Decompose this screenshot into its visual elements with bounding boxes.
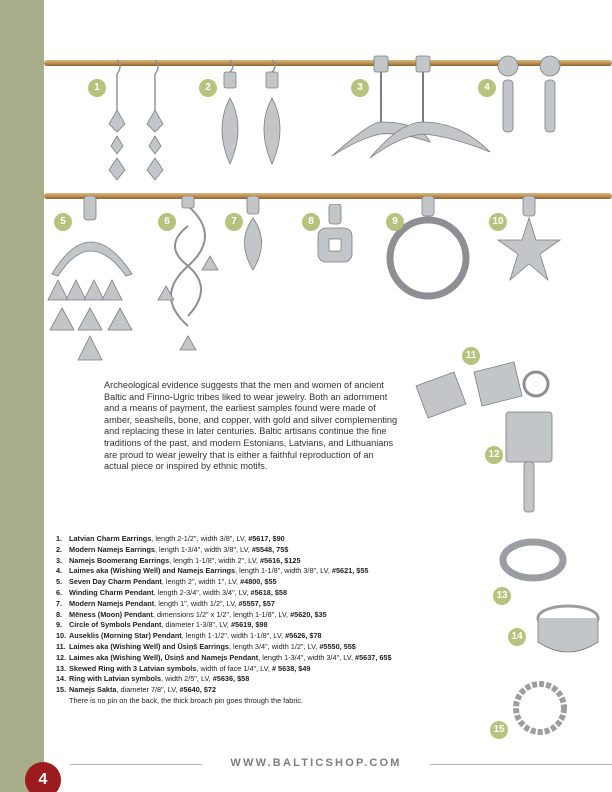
spec-sku-price: #5617, $90 xyxy=(248,534,285,543)
spec-item-8 xyxy=(56,610,506,621)
footer-rule-left xyxy=(70,764,202,765)
spec-details: , length 1-3/4", width 3/8", LV, xyxy=(154,544,252,554)
laimes-aka-namejs-earrings-image xyxy=(494,52,574,142)
spec-details: , length 1-3/4", width 3/4", LV, xyxy=(258,652,356,662)
footer-rule-right xyxy=(430,764,612,765)
spec-details: , dimensions 1/2" x 1/2", length 1-1/8", LV, xyxy=(152,609,291,619)
spec-details: , length 3/4", width 1/2", LV, xyxy=(228,641,320,651)
skewed-ring-image xyxy=(498,536,568,584)
spec-sku-price: #5619, $98 xyxy=(230,620,268,630)
spec-name: Ring with Latvian symbols xyxy=(69,674,162,684)
item-badge-8: 8 xyxy=(302,213,320,231)
spec-sku-price: #5548, 75$ xyxy=(251,544,289,554)
spec-name: Winding Charm Pendant xyxy=(69,587,154,597)
item-badge-6: 6 xyxy=(158,213,176,231)
spec-item-13 xyxy=(56,664,506,675)
spec-item-7 xyxy=(56,599,506,610)
spec-name: Modern Namejs Earrings xyxy=(69,544,155,554)
spec-item-11 xyxy=(56,642,506,653)
intro-paragraph: Archeological evidence suggests that the men and women of ancient Baltic and Finno-Ugric tribes liked to wear jewelry. Both an adornment and a means of payment, the earliest samples found were made of amber, seashells, bone, and copper, with gold and silver complementing and replacing these in later centuries. Baltic artisans continue the fine traditions of the past, and modern Estonians, Latvians, and Lithuanians are proud to wear jewelry that is either a faithful reproduction of an actual piece or inspired by ethnic motifs. xyxy=(104,380,398,472)
item-badge-2: 2 xyxy=(199,79,217,97)
spec-details: , length 1", width 1/2", LV, xyxy=(154,598,239,608)
spec-details: , length 2-3/4", width 3/4", LV, xyxy=(153,587,251,597)
spec-sku-price: #5621, $55 xyxy=(331,566,369,576)
spec-sku-price: #5637, 65$ xyxy=(355,652,392,662)
spec-sku-price: #5640, $72 xyxy=(179,685,217,695)
spec-name: Laimes aka (Wishing Well) and Ūsiņš Earrings xyxy=(69,641,229,651)
ring-with-latvian-symbols-image xyxy=(528,598,608,664)
spec-num: 15. xyxy=(56,685,67,695)
spec-details: , diameter 1-3/8", LV, xyxy=(161,620,231,630)
spec-sku-price: #5618, $58 xyxy=(250,587,288,597)
spec-details: , length 1-1/2", width 1-1/8", LV, xyxy=(181,631,286,641)
spec-name: Laimes aka (Wishing Well), Ūsiņš and Namejs Pendant xyxy=(69,652,259,662)
spec-sku-price: # 5638, $49 xyxy=(271,663,311,673)
item-badge-3: 3 xyxy=(351,79,369,97)
spec-item-12 xyxy=(56,653,506,664)
item-spec-list xyxy=(56,534,506,707)
page-number: 4 xyxy=(25,762,61,792)
spec-name: Skewed Ring with 3 Latvian symbols xyxy=(69,663,197,673)
item-badge-10: 10 xyxy=(489,213,507,231)
spec-item-10 xyxy=(56,631,506,642)
modern-namejs-earrings-image xyxy=(216,58,294,178)
spec-item-15 xyxy=(56,685,506,696)
usins-earrings-and-pendant-image xyxy=(410,356,560,516)
spec-num: 6. xyxy=(56,587,63,597)
auseklis-morning-star-pendant-image xyxy=(492,196,566,296)
spec-item-6 xyxy=(56,588,506,599)
spec-sku-price: #5620, $35 xyxy=(290,609,327,619)
spec-num: 13. xyxy=(56,663,67,673)
spec-sku-price: #5557, $57 xyxy=(238,598,275,608)
spec-name: Namejs Boomerang Earrings xyxy=(69,555,170,565)
item-badge-11: 11 xyxy=(462,347,480,365)
spec-item-3 xyxy=(56,556,506,567)
spec-item-2 xyxy=(56,545,506,556)
spec-item-14 xyxy=(56,674,506,685)
spec-sku-price: #5636, $58 xyxy=(212,674,250,684)
spec-details: , width 2/5", LV, xyxy=(161,674,213,684)
spec-item-9 xyxy=(56,620,506,631)
item-badge-7: 7 xyxy=(225,213,243,231)
spec-num: 3. xyxy=(56,555,63,565)
spec-num: 5. xyxy=(56,577,63,587)
item-badge-13: 13 xyxy=(493,587,511,605)
spec-name: Mēness (Moon) Pendant xyxy=(69,609,153,619)
spec-item-15-note: There is no pin on the back, the thick broach pin goes through the fabric. xyxy=(69,695,304,705)
spec-num: 8. xyxy=(56,609,63,619)
spec-item-4 xyxy=(56,566,506,577)
spec-sku-price: #5550, 55$ xyxy=(319,641,356,651)
item-badge-12: 12 xyxy=(485,446,503,464)
spec-name: Modern Namejs Pendant xyxy=(69,598,155,608)
spec-details: , width of face 1/4", LV, xyxy=(196,663,272,673)
item-badge-15: 15 xyxy=(490,721,508,739)
footer-website-url[interactable]: WWW.BALTICSHOP.COM xyxy=(230,757,402,769)
item-badge-4: 4 xyxy=(478,79,496,97)
spec-details: , length 1-1/8", width 2", LV, xyxy=(169,555,260,565)
spec-num: 7. xyxy=(56,598,63,608)
spec-num: 2. xyxy=(56,544,63,554)
spec-name: Seven Day Charm Pendant xyxy=(69,577,162,587)
meness-moon-pendant-image xyxy=(312,204,358,274)
namejs-sakta-image xyxy=(508,676,572,740)
spec-num: 9. xyxy=(56,620,63,630)
spec-num: 4. xyxy=(56,566,63,576)
spec-num: 10. xyxy=(56,631,67,641)
spec-name: Circle of Symbols Pendant xyxy=(69,620,162,630)
spec-name: Namejs Sakta xyxy=(69,685,117,695)
spec-item-5 xyxy=(56,577,506,588)
spec-sku-price: #5626, $78 xyxy=(285,631,322,641)
spec-num: 12. xyxy=(56,652,67,662)
item-badge-5: 5 xyxy=(54,213,72,231)
spec-name: Auseklis (Morning Star) Pendant xyxy=(69,631,182,641)
spec-name: Laimes aka (Wishing Well) and Namejs Earrings xyxy=(69,566,236,576)
spec-details: , diameter 7/8", LV, xyxy=(116,685,180,695)
item-badge-9: 9 xyxy=(386,213,404,231)
spec-num: 1. xyxy=(56,534,63,543)
spec-details: , length 1-1/8", width 3/8", LV, xyxy=(235,566,332,576)
item-badge-14: 14 xyxy=(508,628,526,646)
left-color-band xyxy=(0,0,44,792)
namejs-boomerang-earrings-image xyxy=(330,52,494,162)
latvian-charm-earrings-image xyxy=(95,58,175,208)
modern-namejs-pendant-image xyxy=(238,196,268,276)
spec-item-1 xyxy=(56,534,506,545)
spec-name: Latvian Charm Earrings xyxy=(69,534,152,543)
item-badge-1: 1 xyxy=(88,79,106,97)
spec-details: , length 2", width 1", LV, xyxy=(161,577,241,587)
spec-num: 14. xyxy=(56,674,67,684)
spec-details: , length 2-1/2", width 3/8", LV, xyxy=(151,534,249,543)
spec-sku-price: #5616, $125 xyxy=(259,555,301,565)
spec-num: 11. xyxy=(56,641,66,651)
spec-sku-price: #4800, $55 xyxy=(240,577,277,587)
